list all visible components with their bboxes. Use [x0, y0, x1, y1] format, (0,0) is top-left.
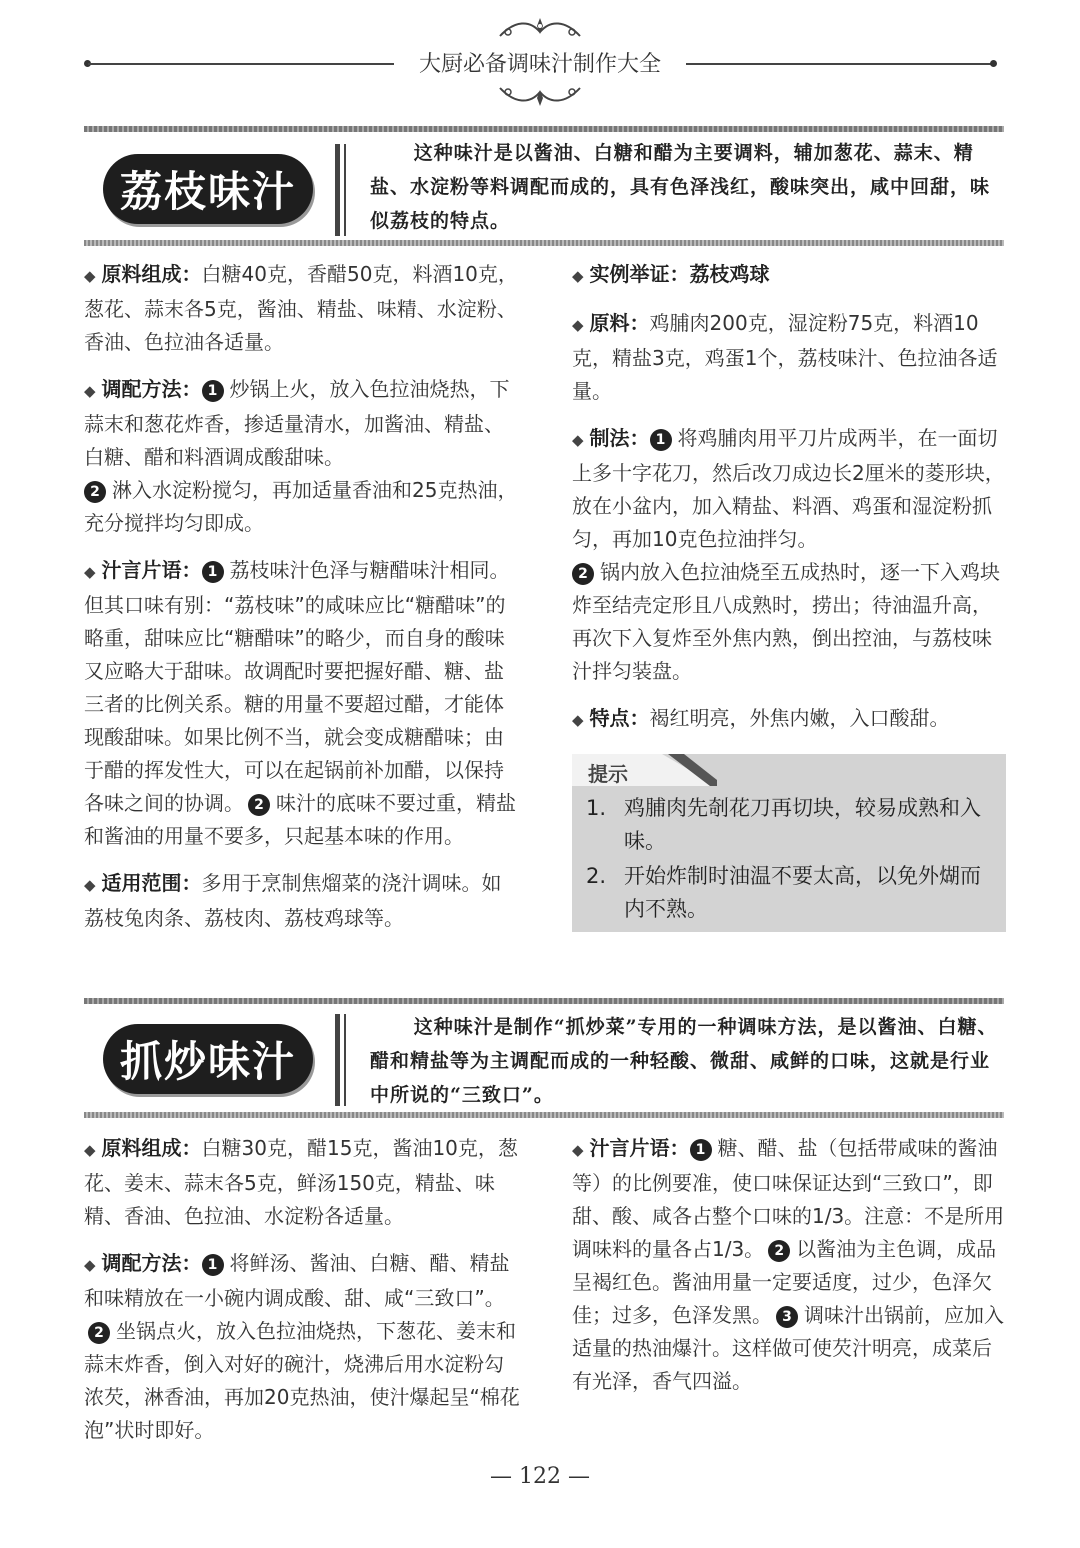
section-2-notes: ◆ 汁言片语： 1 糖、醋、盐（包括带咸味的酱油等）的比例要准，使口味保证达到“三致口”，即甜、酸、咸各占整个口味的1/3。注意：不是所用调味料的量各占1/3。 2 以酱油为主色调，成品呈褐红色。酱油用量一定要适度，过少，色泽欠佳；过多，色泽发黑。 3 调味汁出锅前，应加入适量的热油爆汁。这样做可使芡汁明亮，成菜后有光泽，香气四溢。 [572, 1136, 1005, 1393]
section-1-example-ingredients: ◆ 原料：鸡脯肉200克，湿淀粉75克，料酒10克，精盐3克，鸡蛋1个，荔枝味汁、色拉油各适量。 [572, 311, 998, 403]
section-1-example-feature: ◆ 特点：褐红明亮，外焦内嫩，入口酸甜。 [572, 706, 950, 730]
section-2-right-column [572, 1132, 1006, 1412]
diamond-bullet-icon: ◆ [84, 876, 96, 894]
section-1-title-badge [103, 154, 313, 224]
section-1-left-column [84, 258, 520, 949]
section-2-bottom-bar [84, 1112, 1004, 1118]
section-2-left-column [84, 1132, 520, 1461]
header-dot-right [990, 60, 997, 67]
step-2-icon: 2 [248, 794, 270, 816]
step-1-icon: 1 [650, 429, 672, 451]
section-1-ingredients: ◆ 原料组成：白糖40克，香醋50克，料酒10克，葱花、蒜末各5克，酱油、精盐、味精、水淀粉、香油、色拉油各适量。 [84, 262, 518, 354]
tip-item: 1. 鸡脯肉先剞花刀再切块，较易成熟和入味。 [586, 796, 981, 853]
section-2-divider-thin [344, 1014, 346, 1106]
section-1-intro: 这种味汁是以酱油、白糖和醋为主要调料，辅加葱花、蒜末、精盐、水淀粉等料调配而成的，具有色泽浅红，酸味突出，咸中回甜，味似荔枝的特点。 [370, 142, 991, 232]
running-header-title: 大厨必备调味汁制作大全 [418, 52, 661, 77]
step-1-icon: 1 [202, 1254, 224, 1276]
diamond-bullet-icon: ◆ [572, 431, 584, 449]
tip-list [586, 792, 1000, 928]
section-1-title: 荔枝味汁 [119, 167, 296, 216]
section-2-divider [335, 1014, 340, 1106]
diamond-bullet-icon: ◆ [572, 1141, 584, 1159]
section-2-top-bar [84, 998, 1004, 1004]
top-ornament-icon [490, 14, 590, 44]
step-2-icon: 2 [572, 563, 594, 585]
diamond-bullet-icon: ◆ [572, 267, 584, 285]
section-1-top-bar [84, 126, 1004, 132]
section-1-scope: ◆ 适用范围：多用于烹制焦熘菜的浇汁调味。如荔枝兔肉条、荔枝肉、荔枝鸡球等。 [84, 871, 502, 930]
section-1-divider-thin [344, 144, 346, 236]
section-2-title-badge [103, 1024, 313, 1094]
diamond-bullet-icon: ◆ [84, 267, 96, 285]
section-1-example-method: ◆ 制法： 1 将鸡脯肉用平刀片成两半，在一面切上多十字花刀，然后改刀成边长2厘米的菱形块，放在小盆内，加入精盐、料酒、鸡蛋和湿淀粉抓匀，再加10克色拉油拌匀。 2 锅内放入色拉油烧至五成热时，逐一下入鸡块炸至结壳定形且八成熟时，捞出；待油温升高，再次下入复炸至外焦内熟，倒出控油，与荔枝味汁拌匀装盘。 [572, 426, 1005, 683]
step-2-icon: 2 [88, 1322, 110, 1344]
page-number: — 122 — [490, 1464, 590, 1489]
section-1-right-column [572, 258, 1006, 751]
diamond-bullet-icon: ◆ [84, 1256, 96, 1274]
header-rule-left [88, 63, 394, 65]
bottom-ornament-icon [490, 80, 590, 110]
tip-item: 2. 开始炸制时油温不要太高，以免外煳而内不熟。 [586, 864, 981, 921]
step-1-icon: 1 [202, 380, 224, 402]
section-2-title: 抓炒味汁 [119, 1037, 296, 1086]
step-2-icon: 2 [768, 1240, 790, 1262]
diamond-bullet-icon: ◆ [84, 1141, 96, 1159]
diamond-bullet-icon: ◆ [84, 382, 96, 400]
tip-title: 提示 [588, 762, 628, 786]
diamond-bullet-icon: ◆ [572, 711, 584, 729]
section-1-divider [335, 144, 340, 236]
section-1-example: ◆ 实例举证：荔枝鸡球 [572, 262, 770, 286]
header-rule-right [686, 63, 992, 65]
section-1-notes: ◆ 汁言片语： 1 荔枝味汁色泽与糖醋味汁相同。但其口味有别：“荔枝味”的咸味应比“糖醋味”的略重，甜味应比“糖醋味”的略少，而自身的酸味又应略大于甜味。故调配时要把握好醋、糖、盐三者的比例关系。糖的用量不要超过醋，才能体现酸甜味。如果比例不当，就会变成糖醋味；由于醋的挥发性大，可以在起锅前补加醋，以保持各味之间的协调。 2 味汁的底味不要过重，精盐和酱油的用量不要多，只起基本味的作用。 [84, 558, 516, 848]
step-1-icon: 1 [690, 1139, 712, 1161]
section-1-method: ◆ 调配方法： 1 炒锅上火，放入色拉油烧热，下蒜末和葱花炸香，掺适量清水，加酱油、精盐、白糖、醋和料酒调成酸甜味。 2 淋入水淀粉搅匀，再加适量香油和25克热油，充分搅拌均匀即成。 [84, 377, 518, 535]
diamond-bullet-icon: ◆ [84, 563, 96, 581]
section-2-ingredients: ◆ 原料组成：白糖30克，醋15克，酱油10克，葱花、姜末、蒜末各5克，鲜汤150克，精盐、味精、香油、色拉油、水淀粉各适量。 [84, 1136, 518, 1228]
step-1-icon: 1 [202, 561, 224, 583]
section-2-method: ◆ 调配方法： 1 将鲜汤、酱油、白糖、醋、精盐和味精放在一小碗内调成酸、甜、咸“三致口”。2 坐锅点火，放入色拉油烧热，下葱花、姜末和蒜末炸香，倒入对好的碗汁，烧沸后用水淀粉勾浓芡，淋香油，再加20克热油，使汁爆起呈“棉花泡”状时即好。 [84, 1251, 520, 1442]
step-3-icon: 3 [776, 1306, 798, 1328]
step-2-icon: 2 [84, 481, 106, 503]
section-1-bottom-bar [84, 240, 1004, 246]
diamond-bullet-icon: ◆ [572, 316, 584, 334]
section-2-intro: 这种味汁是制作“抓炒菜”专用的一种调味方法，是以酱油、白糖、醋和精盐等为主调配而成的一种轻酸、微甜、咸鲜的口味，这就是行业中所说的“三致口”。 [370, 1016, 998, 1106]
tip-box [572, 754, 1006, 932]
